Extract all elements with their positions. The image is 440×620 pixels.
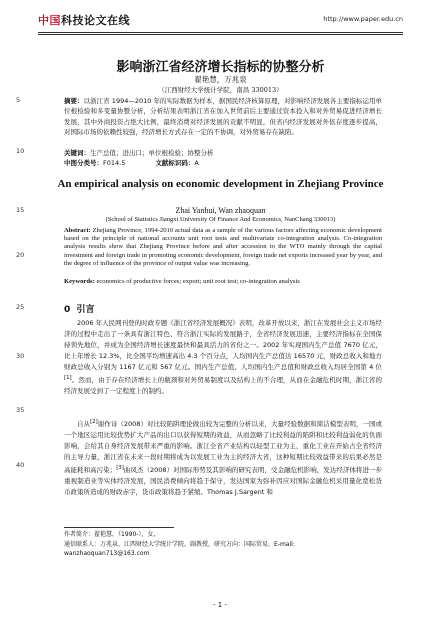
footnote-line-2: 通信联系人：万兆泉，江西财经大学统计学院，副教授，研究方向：国际贸易，E-mail: (64, 540, 295, 548)
intro-paragraph-1 (64, 318, 382, 397)
authors-cn: 翟艳慧，万兆泉 (194, 75, 247, 84)
line-number: 35 (16, 406, 25, 414)
abstract-cn-text: 以浙江省 1994—2010 年的实际数据为样本，据国民经济核算原理，对影响经济发展各主要指标运用单位根检验和多变量协整分析，分析结果表明浙江省在加入世贸前后主要通过资本投入和对外贸易促进经济增长发展，其中外商投资占绝大比例，最终消费对经济发展的贡献不明显，但省内经济发展对外依存度逐步提高，对国际市场的依赖性较强，经济增长方式存在一定的不协调，对外贸易存在缺陷。 (64, 97, 383, 137)
line-number: 15 (16, 206, 25, 214)
clc-value: F014.5 (103, 159, 126, 167)
footnote (64, 530, 382, 559)
citation-ref[interactable]: [1] (64, 374, 72, 381)
para1-text-tail: 。然而，由于存在经济增长上的瓶颈和对外贸易制度以及结构上的不合理，从而在金融危机时期，浙江省的经济发展受到了一定程度上的制约。 (64, 375, 382, 395)
authors-en: Zhai Yanhui, Wan zhaoquan (175, 206, 266, 215)
para2-text: 谢作诗（2008）对比较陷阱理论做出较为完整的分析以来，大量经验数据和简洁模型表明，一国或一个地区运用比较优势扩大产品的出口以获得短期的效益，从而忽略了比较利益的陷阱和比较利益弱化的负面影响，会给其自身经济发展带来严重的影响。浙江全省产业结构以轻型工业为主，重化工业在开始占全省经济的主导力量，浙江省在未来一段时期将成为以发展工业为主的经济大省，这种短期比较效益带来的后果必然是高能耗和高污染； (64, 420, 382, 474)
journal-logo[interactable] (38, 12, 130, 28)
para2-text: 曲凤杰（2008）对国际形势及其影响的研究表明，受金融危机影响，发达经济体将进一步重视制造业等实体经济发展，国民消费倾向将趋于保守，发达国家为弥补因应对国际金融危机采用量化宽松货币政策所造成的财政赤字，货币政策将趋于紧缩。Thomas J.Sargent 和 (64, 465, 382, 496)
para1-text: 2006 年人民网刊登的时政专题《浙江省经济发展概况》表明，改革开放以来，浙江在发展社会主义市场经济的过程中走出了一条具有浙江特色、符合浙江实际的发展路子，全省经济发展迅速，主要经济指标在全国保持领先地位，并成为全国经济增长速度最快和最具活力的省份之一。2002 年实现国内生产总值 7670 亿元，比上年增长 12.3%，比全国平均增速高出 4.3 个百分点，人均国内生产总值达 16570 元，财政总收入和地方财政总收入分别为 1167 亿元和 567 亿元。国内生产总值、人均国内生产总值和财政总收入均居全国第 4 位 (64, 319, 382, 371)
paper-title-en: An empirical analysis on economic development in Zhejiang Province (57, 178, 384, 190)
line-number: 10 (16, 147, 25, 155)
header-url[interactable]: http://www.paper.edu.cn (323, 15, 403, 23)
footnote-rule (64, 527, 174, 528)
doc-code (155, 159, 198, 167)
header-rule (38, 32, 403, 33)
keywords-cn-label: 关键词： (64, 149, 90, 157)
affiliation-cn: （江西财经大学统计学院，南昌 330013） (158, 86, 283, 94)
footnote-email[interactable]: wanzhaoquan713@163.com (64, 550, 150, 557)
logo-red-text: 中国 (38, 14, 61, 27)
logo-black-text: 科技论文在线 (61, 14, 130, 27)
doc-value: A (194, 159, 199, 167)
keywords-cn (64, 148, 382, 157)
abstract-en-text: Zhejiang Province, 1994-2010 actual data as a sample of the various factors affecting economic development based on the principle of national accounts unit root tests and multivariate co-integration analysis. Co-integration analysis results show that Zhejiang Province before and after accession to the WTO mainly through the capital investment and foreign trade in promoting economic development, foreign trade net exports increased year by year, and the degree of influence of the province of output value was increasing. (64, 227, 382, 267)
line-number: 30 (16, 352, 25, 360)
citation-ref[interactable]: [3] (116, 464, 124, 471)
clc-label: 中图分类号： (64, 159, 103, 167)
keywords-en-text: economics of productive forces; export; unit root test; co-integration analysis (96, 278, 300, 285)
abstract-cn (64, 96, 382, 138)
intro-paragraph-2 (64, 417, 382, 498)
classification-cn (64, 158, 382, 167)
abstract-en-label: Abstract: (64, 227, 91, 234)
page-number: - 1 - (213, 601, 227, 609)
footnote-line-1: 作者简介：翟艳慧，（1990-），女， (64, 531, 160, 538)
clc-number (64, 159, 125, 167)
line-number: 5 (16, 96, 21, 104)
line-number: 20 (16, 251, 25, 259)
abstract-en (64, 227, 382, 268)
doc-label: 文献标识码： (155, 159, 195, 167)
abstract-cn-label: 摘要： (64, 97, 84, 105)
para2-text: 自从 (77, 420, 91, 429)
paper-title-cn: 影响浙江省经济增长指标的协整分析 (116, 60, 325, 75)
section-number: 0 (64, 305, 71, 315)
keywords-cn-text: 生产总值；进出口；单位根检验；协整分析 (90, 149, 214, 157)
section-title: 引言 (76, 305, 95, 315)
citation-ref[interactable]: [2] (90, 419, 98, 425)
keywords-en-label: Keywords: (64, 278, 95, 285)
journal-header (38, 12, 403, 30)
line-number: 25 (16, 303, 25, 311)
keywords-en (64, 278, 382, 285)
line-number: 40 (16, 461, 25, 469)
affiliation-en: (School of Statistics Jiangxi University Of Finance And Economics, NanChang 330013) (105, 216, 336, 223)
header-rule-2 (38, 34, 403, 35)
section-heading (64, 302, 95, 315)
